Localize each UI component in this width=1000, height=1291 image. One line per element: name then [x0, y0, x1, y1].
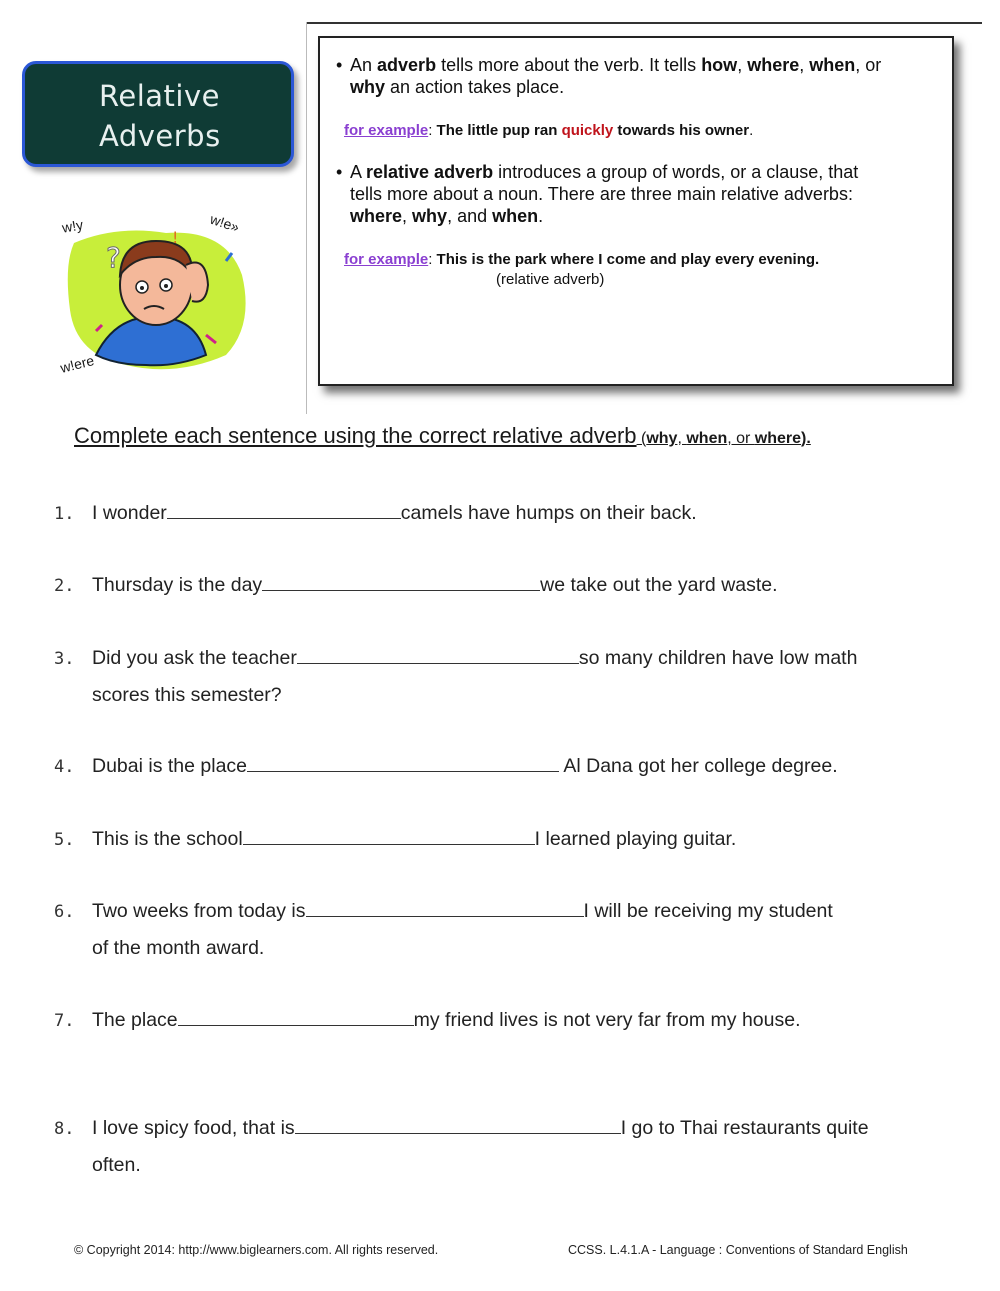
question-4: 4. Dubai is the place Al Dana got her college degree. [54, 747, 954, 785]
instructions: Complete each sentence using the correct relative adverb (why, when, or where). [74, 423, 811, 448]
answer-blank-4[interactable] [247, 747, 559, 772]
copyright-notice: © Copyright 2014: http://www.biglearners.com. All rights reserved. [74, 1243, 439, 1257]
answer-blank-3[interactable] [297, 639, 579, 664]
title-banner [22, 61, 294, 167]
example-1: for example: The little pup ran quickly towards his owner. [344, 122, 754, 139]
answer-blank-1[interactable] [167, 494, 401, 519]
standard-reference: CCSS. L.4.1.A - Language : Conventions of Standard English [568, 1243, 908, 1257]
answer-blank-6[interactable] [306, 892, 584, 917]
example-2: for example: This is the park where I come and play every evening. [344, 251, 820, 268]
question-7: 7. The place my friend lives is not very far from my house. [54, 1001, 954, 1039]
question-5: 5. This is the school I learned playing guitar. [54, 820, 954, 858]
answer-blank-5[interactable] [243, 820, 535, 845]
title-line-1: Relative [99, 79, 220, 113]
answer-blank-2[interactable] [262, 566, 540, 591]
when-label: w!e» [208, 210, 242, 236]
example-link-1[interactable]: for example [344, 122, 429, 139]
question-1: 1. I wonder camels have humps on their back. [54, 494, 954, 532]
relative-adverb-definition: • A relative adverb introduces a group of words, or a clause, that tells more about a noun. There are three main relative adverbs: where, why, and when. [336, 162, 859, 226]
question-3: 3. Did you ask the teacher so many children have low math scores this semester? [54, 639, 954, 713]
why-label: w!y [60, 216, 85, 236]
answer-blank-7[interactable] [178, 1001, 414, 1026]
question-2: 2. Thursday is the day we take out the yard waste. [54, 566, 954, 604]
question-8: 8. I love spicy food, that is I go to Thai restaurants quite often. [54, 1109, 954, 1183]
top-rule [306, 22, 982, 24]
adverb-definition: • An adverb tells more about the verb. It tells how, where, when, or why an action takes place. [336, 55, 882, 97]
svg-text:!: ! [172, 228, 179, 247]
title-line-2: Adverbs [99, 119, 221, 153]
vertical-divider [306, 22, 307, 414]
relative-adverb-note: (relative adverb) [496, 271, 605, 288]
question-6: 6. Two weeks from today is I will be receiving my student of the month award. [54, 892, 954, 966]
answer-blank-8[interactable] [295, 1109, 621, 1134]
where-label: w!ere [58, 352, 96, 376]
svg-text:?: ? [106, 241, 121, 274]
example-link-2[interactable]: for example [344, 251, 429, 268]
definition-box [318, 36, 954, 386]
